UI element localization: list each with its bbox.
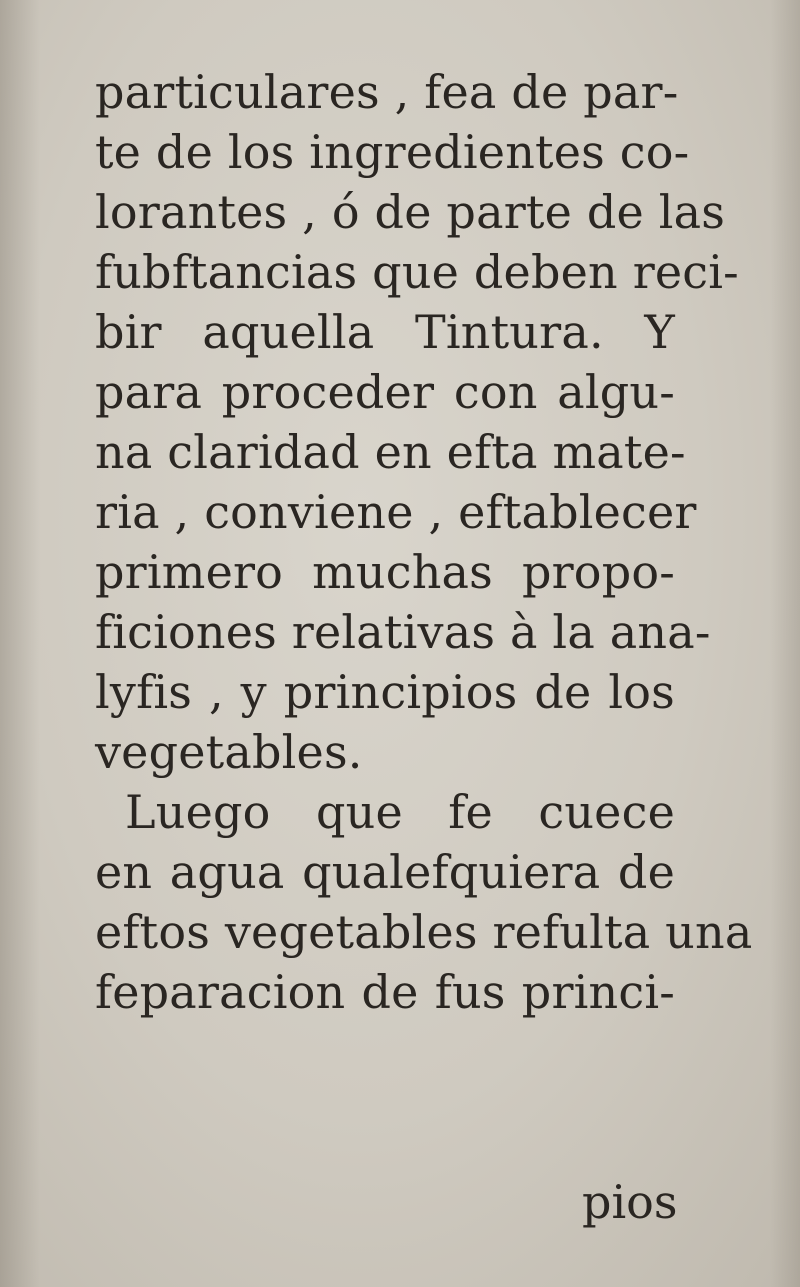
text-line: te de los ingredientes co-	[95, 125, 690, 179]
catchword: pios	[582, 1175, 678, 1229]
text-line: particulares , fea de par-	[95, 65, 679, 119]
text-line: lorantes , ó de parte de las	[95, 185, 726, 239]
page-edge-shadow-right	[770, 0, 800, 1287]
text-line: bir aquella Tintura. Y	[95, 305, 675, 359]
text-line: na claridad en efta mate-	[95, 425, 686, 479]
text-line: fubftancias que deben reci-	[95, 245, 739, 299]
page-edge-shadow-left	[0, 0, 40, 1287]
text-line: ria , conviene , eftablecer	[95, 485, 697, 539]
text-line: en agua qualefquiera de	[95, 845, 675, 899]
text-line: lyfis , y principios de los	[95, 665, 675, 719]
text-line: primero muchas propo-	[95, 545, 675, 599]
text-line: Luego que fe cuece	[125, 785, 675, 839]
text-line: feparacion de fus princi-	[95, 965, 675, 1019]
text-line: eftos vegetables refulta una	[95, 905, 753, 959]
text-line: vegetables.	[95, 725, 363, 779]
text-line: ficiones relativas à la ana-	[95, 605, 711, 659]
text-line: para proceder con algu-	[95, 365, 675, 419]
body-text	[95, 62, 753, 1022]
